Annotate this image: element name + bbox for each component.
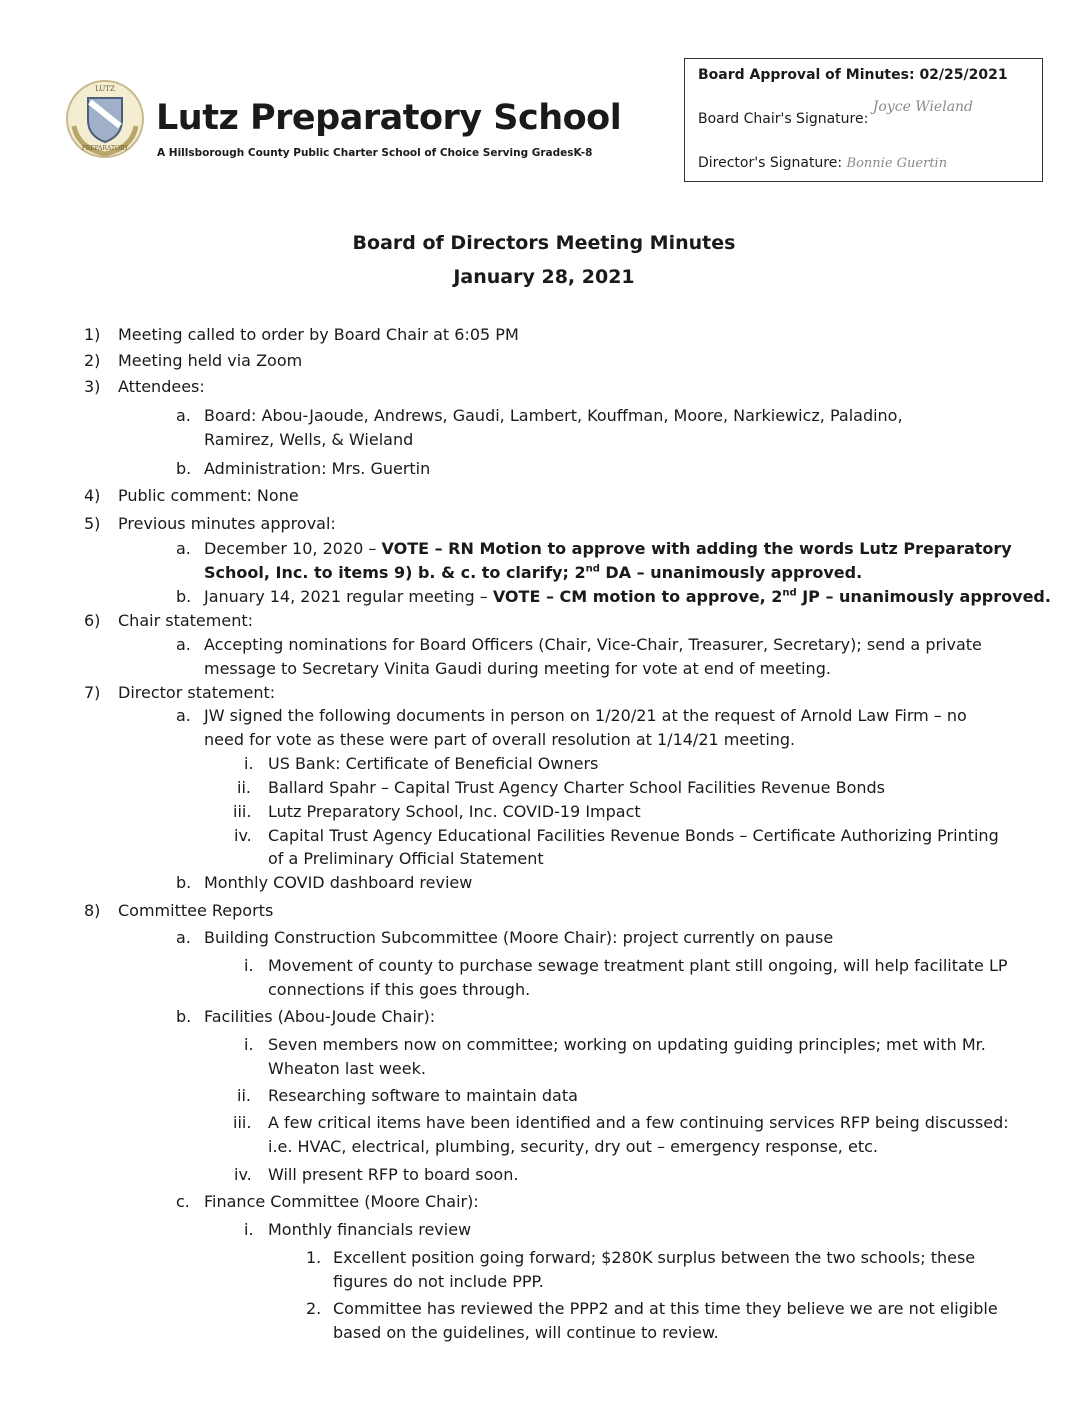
item-text: Building Construction Subcommittee (Moore Chair): project currently on pause	[204, 928, 834, 947]
item-text: Committee Reports	[118, 901, 274, 920]
item-text: Researching software to maintain data	[268, 1086, 578, 1105]
item-roman: iii.	[233, 1113, 252, 1132]
approval-label: Board Approval of Minutes:	[698, 67, 915, 83]
vote-line	[204, 537, 1012, 561]
item-text: Previous minutes approval:	[118, 514, 336, 533]
item-roman: ii.	[237, 1086, 251, 1105]
item-letter: a.	[176, 706, 191, 725]
item-roman: i.	[244, 1035, 254, 1054]
item-text: Wheaton last week.	[268, 1059, 426, 1078]
item-text: Attendees:	[118, 377, 205, 396]
item-letter: c.	[176, 1192, 190, 1211]
title-line-date: January 28, 2021	[453, 266, 635, 288]
chair-signature-line	[698, 99, 974, 127]
item-text: message to Secretary Vinita Gaudi during meeting for vote at end of meeting.	[204, 659, 831, 678]
item-arabic: 1.	[306, 1248, 322, 1267]
item-text: Committee has reviewed the PPP2 and at this time they believe we are not eligible	[333, 1299, 998, 1318]
item-letter: b.	[176, 1007, 192, 1026]
vote-pretext: December 10, 2020 –	[204, 539, 382, 558]
item-text: Capital Trust Agency Educational Facilities Revenue Bonds – Certificate Authorizing Printing	[268, 826, 999, 845]
title-line-1: Board of Directors Meeting Minutes	[352, 232, 736, 254]
item-letter: b.	[176, 873, 192, 892]
item-roman: ii.	[237, 778, 251, 797]
ordinal-suffix: nd	[782, 587, 797, 599]
item-number: 5)	[84, 514, 101, 533]
item-roman: i.	[244, 956, 254, 975]
school-logo	[64, 78, 146, 160]
item-number: 1)	[84, 325, 101, 344]
item-text: US Bank: Certificate of Beneficial Owners	[268, 754, 599, 773]
vote-text: DA – unanimously approved.	[599, 563, 863, 582]
school-crest-icon	[64, 78, 146, 160]
item-roman: iv.	[234, 826, 252, 845]
approval-date: 02/25/2021	[919, 67, 1008, 83]
vote-text: School, Inc. to items 9) b. & c. to clarify; 2	[204, 563, 586, 582]
item-letter: a.	[176, 635, 191, 654]
item-text: Director statement:	[118, 683, 276, 702]
item-text: Board: Abou-Jaoude, Andrews, Gaudi, Lambert, Kouffman, Moore, Narkiewicz, Paladino,	[204, 406, 903, 425]
logo-text-bottom: PREPARATORY	[81, 145, 129, 152]
item-number: 4)	[84, 486, 101, 505]
item-roman: iii.	[233, 802, 252, 821]
item-text: figures do not include PPP.	[333, 1272, 544, 1291]
item-text: Facilities (Abou-Joude Chair):	[204, 1007, 436, 1026]
item-text: based on the guidelines, will continue to review.	[333, 1323, 719, 1342]
item-text: Public comment: None	[118, 486, 299, 505]
ordinal-suffix: nd	[585, 563, 600, 575]
item-number: 3)	[84, 377, 101, 396]
item-text: JW signed the following documents in person on 1/20/21 at the request of Arnold Law Firm – no	[204, 706, 967, 725]
item-roman: i.	[244, 754, 254, 773]
item-text: Monthly COVID dashboard review	[204, 873, 473, 892]
item-text: Monthly financials review	[268, 1220, 472, 1239]
item-text: i.e. HVAC, electrical, plumbing, security, dry out – emergency response, etc.	[268, 1137, 878, 1156]
item-arabic: 2.	[306, 1299, 322, 1318]
item-text: Finance Committee (Moore Chair):	[204, 1192, 479, 1211]
item-letter: b.	[176, 459, 192, 478]
item-number: 8)	[84, 901, 101, 920]
item-text: connections if this goes through.	[268, 980, 531, 999]
item-letter: a.	[176, 539, 191, 558]
chair-signature: Joyce Wieland	[872, 99, 974, 115]
item-roman: iv.	[234, 1165, 252, 1184]
item-text: Will present RFP to board soon.	[268, 1165, 519, 1184]
director-signature-label: Director's Signature:	[698, 155, 843, 171]
director-signature: Bonnie Guertin	[846, 156, 948, 171]
school-name: Lutz Preparatory School	[156, 98, 622, 138]
vote-text: VOTE – RN Motion to approve with adding the words Lutz Preparatory	[381, 539, 1012, 558]
item-letter: a.	[176, 406, 191, 425]
item-roman: i.	[244, 1220, 254, 1239]
item-text: Ramirez, Wells, & Wieland	[204, 430, 414, 449]
item-number: 7)	[84, 683, 101, 702]
item-text: Excellent position going forward; $280K surplus between the two schools; these	[333, 1248, 976, 1267]
item-text: Seven members now on committee; working on updating guiding principles; met with Mr.	[268, 1035, 986, 1054]
item-number: 6)	[84, 611, 101, 630]
vote-text: VOTE – CM motion to approve, 2	[492, 587, 783, 606]
item-text: Lutz Preparatory School, Inc. COVID-19 Impact	[268, 802, 641, 821]
vote-line	[204, 585, 1051, 609]
item-text: Administration: Mrs. Guertin	[204, 459, 431, 478]
item-text: Accepting nominations for Board Officers (Chair, Vice-Chair, Treasurer, Secretary); send a private	[204, 635, 982, 654]
item-letter: b.	[176, 587, 192, 606]
item-text: Meeting called to order by Board Chair at 6:05 PM	[118, 325, 519, 344]
item-text: of a Preliminary Official Statement	[268, 849, 544, 868]
item-text: Ballard Spahr – Capital Trust Agency Charter School Facilities Revenue Bonds	[268, 778, 885, 797]
vote-line	[204, 561, 862, 585]
chair-signature-label: Board Chair's Signature:	[698, 111, 869, 127]
item-text: Chair statement:	[118, 611, 253, 630]
director-signature-line	[698, 155, 947, 171]
item-text: A few critical items have been identified and a few continuing services RFP being discussed:	[268, 1113, 1009, 1132]
item-number: 2)	[84, 351, 101, 370]
vote-text: JP – unanimously approved.	[796, 587, 1051, 606]
vote-pretext: January 14, 2021 regular meeting –	[204, 587, 493, 606]
school-subtitle: A Hillsborough County Public Charter School of Choice Serving GradesK-8	[157, 147, 593, 159]
item-letter: a.	[176, 928, 191, 947]
item-text: Movement of county to purchase sewage treatment plant still ongoing, will help facilitate LP	[268, 956, 1008, 975]
approval-box	[684, 58, 1043, 182]
document-title	[0, 226, 1088, 294]
logo-text-top: LUTZ	[95, 85, 115, 93]
item-text: Meeting held via Zoom	[118, 351, 303, 370]
approval-line	[698, 67, 1008, 83]
item-text: need for vote as these were part of overall resolution at 1/14/21 meeting.	[204, 730, 796, 749]
